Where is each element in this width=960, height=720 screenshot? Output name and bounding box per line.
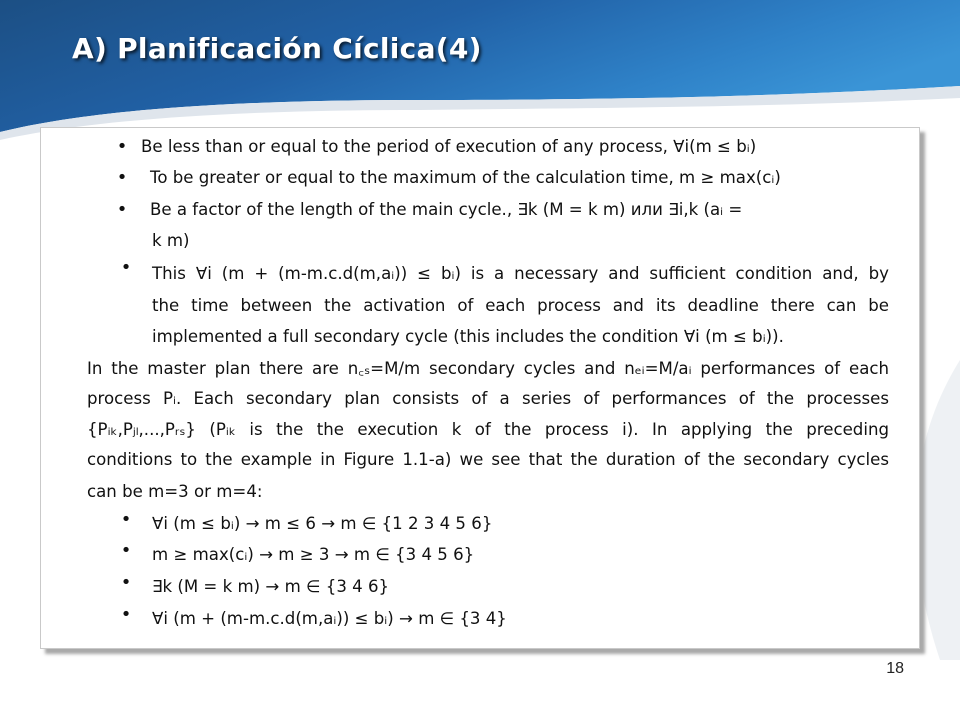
bullet-icon: • bbox=[120, 604, 132, 625]
list-item bbox=[44, 195, 742, 225]
page-number: 18 bbox=[886, 660, 904, 677]
paragraph-line: In the master plan there are n꜀ₛ=M/m secondary cycles and nₑᵢ=M/aᵢ performances of each bbox=[87, 359, 889, 378]
bullet-icon: • bbox=[120, 540, 132, 561]
condition-continuation: implemented a full secondary cycle (this includes the condition ∀i (m ≤ bᵢ)). bbox=[152, 327, 784, 346]
list-item bbox=[44, 163, 781, 193]
bullet-icon: • bbox=[116, 199, 128, 220]
paragraph-line: can be m=3 or m=4: bbox=[87, 482, 263, 501]
bullet-icon: • bbox=[120, 509, 132, 530]
condition-text: To be greater or equal to the maximum of the calculation time, m ≥ max(cᵢ) bbox=[150, 168, 781, 187]
bullet-icon: • bbox=[120, 572, 132, 593]
condition-text: This ∀i (m + (m-m.c.d(m,aᵢ)) ≤ bᵢ) is a necessary and sufficient condition and, by bbox=[152, 264, 889, 283]
condition-text: Be a factor of the length of the main cycle., ∃k (M = k m) или ∃i,k (aᵢ = bbox=[150, 200, 743, 219]
result-item: ∃k (M = k m) → m ∈ {3 4 6} bbox=[152, 577, 390, 596]
bullet-icon: • bbox=[116, 167, 128, 188]
paragraph-line: conditions to the example in Figure 1.1-a) we see that the duration of the secondary cycles bbox=[87, 450, 889, 469]
result-item: ∀i (m ≤ bᵢ) → m ≤ 6 → m ∈ {1 2 3 4 5 6} bbox=[152, 514, 493, 533]
result-item: ∀i (m + (m-m.c.d(m,aᵢ)) ≤ bᵢ) → m ∈ {3 4} bbox=[152, 609, 507, 628]
header-background bbox=[0, 0, 960, 140]
paragraph-line: process Pᵢ. Each secondary plan consists of a series of performances of the processes bbox=[87, 389, 889, 408]
result-item: m ≥ max(cᵢ) → m ≥ 3 → m ∈ {3 4 5 6} bbox=[152, 545, 475, 564]
condition-continuation: the time between the activation of each process and its deadline there can be bbox=[152, 296, 889, 315]
list-item bbox=[44, 132, 756, 162]
paragraph-line: {Pᵢₖ,Pⱼₗ,...,Pᵣₛ} (Pᵢₖ is the the execution k of the process i). In applying the preceding bbox=[87, 420, 889, 439]
condition-text: Be less than or equal to the period of execution of any process, ∀i(m ≤ bᵢ) bbox=[141, 137, 757, 156]
condition-continuation: k m) bbox=[152, 231, 190, 250]
slide-title: A) Planificación Cíclica(4) bbox=[72, 32, 482, 65]
bullet-icon: • bbox=[116, 136, 128, 157]
bullet-icon: • bbox=[120, 257, 132, 278]
